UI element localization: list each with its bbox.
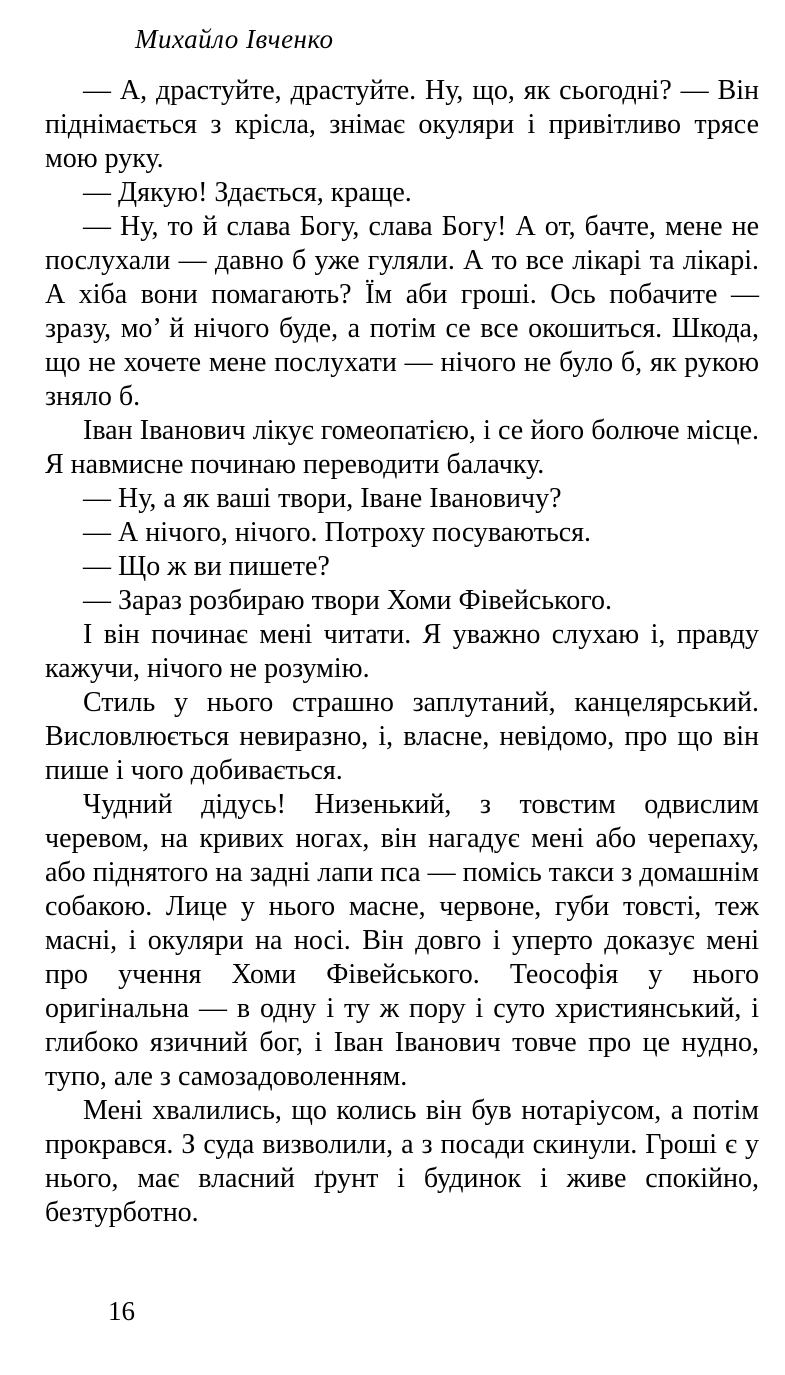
paragraph: — Ну, а як ваші твори, Іване Івановичу? bbox=[83, 483, 562, 514]
paragraph: — Дякую! Здається, краще. bbox=[83, 177, 412, 208]
page-number: 16 bbox=[108, 1296, 135, 1326]
paragraph: — Ну, то й слава Богу, слава Богу! А от, бачте, мене не послухали — давно б уже гуляли. А то все лікарі та лікарі. А хіба вони помагають? Їм аби гроші. Ось побачите — зразу, мо’ й нічого буде, а потім се все окошиться. Шкода, що не хочете мене послухати — нічого не було б, як рукою зняло б. bbox=[45, 211, 759, 412]
paragraph: — А, драстуйте, драстуйте. Ну, що, як сьогодні? — Він піднімається з крісла, знімає окуляри і привітливо трясе мою руку. bbox=[45, 75, 759, 174]
body-text bbox=[45, 74, 759, 1230]
paragraph: — А нічого, нічого. Потроху посуваються. bbox=[83, 517, 592, 548]
paragraph: Мені хвалились, що колись він був нотаріусом, а потім прокрався. З суда визволили, а з посади скинули. Гроші є у нього, має власний ґрунт і будинок і живе спокійно, безтурботно. bbox=[45, 1095, 759, 1228]
paragraph: Стиль у нього страшно заплутаний, канцелярський. Висловлюється невиразно, і, власне, невідомо, про що він пише і чого добивається. bbox=[45, 687, 759, 786]
paragraph: І він починає мені читати. Я уважно слухаю і, правду кажучи, нічого не розумію. bbox=[45, 619, 759, 684]
running-head: Михайло Івченко bbox=[135, 24, 334, 54]
paragraph: Іван Іванович лікує гомеопатією, і се його болюче місце. Я навмисне починаю переводити балачку. bbox=[45, 415, 759, 480]
paragraph: Чудний дідусь! Низенький, з товстим одвислим черевом, на кривих ногах, він нагадує мені або черепаху, або піднятого на задні лапи пса — помісь такси з домашнім собакою. Лице у нього масне, червоне, губи товсті, теж масні, і окуляри на носі. Він довго і уперто доказує мені про учення Хоми Фівейського. Теософія у нього оригінальна — в одну і ту ж пору і суто християнський, і глибоко язичний бог, і Іван Іванович товче про це нудно, тупо, але з самозадоволенням. bbox=[45, 789, 759, 1092]
paragraph: — Зараз розбираю твори Хоми Фівейського. bbox=[83, 585, 612, 616]
paragraph: — Що ж ви пишете? bbox=[83, 551, 330, 582]
